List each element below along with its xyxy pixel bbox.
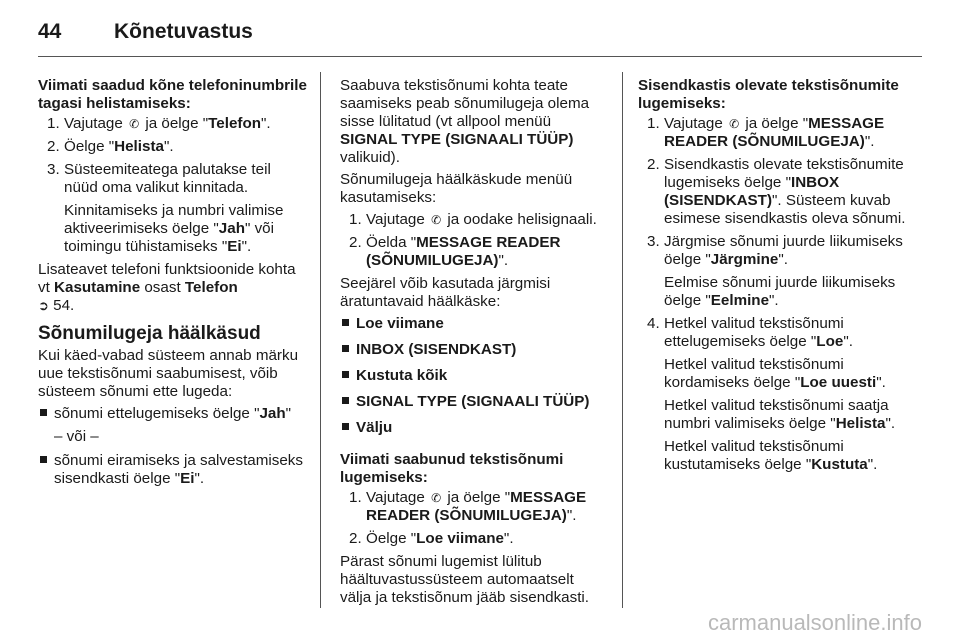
phone-voice-icon: ✆ — [431, 213, 442, 227]
bullet-square-icon — [342, 423, 349, 430]
bullet-list — [38, 405, 308, 423]
step-note: Kinnitamiseks ja numbri valimise aktiveerimiseks öelge "Jah" või toimingu tühistamiseks "Ei". — [64, 202, 284, 255]
page-ref-arrow-icon: ➲ — [38, 298, 49, 313]
list-item: sõnumi ettelugemiseks öelge "Jah" — [38, 405, 308, 423]
list-item: 1. Vajutage ✆ ja öelge "Telefon". — [47, 115, 271, 132]
phone-voice-icon: ✆ — [729, 117, 740, 131]
paragraph: Saabuva tekstisõnumi kohta teate saamiseks peab sõnumilugeja olema sisse lülitatud (vt allpool menüü SIGNAL TYPE (SIGNAALI TÜÜP) valikuid). — [340, 77, 590, 166]
list-item: 1. Vajutage ✆ ja oodake helisignaali. — [349, 211, 597, 228]
paragraph: Seejärel võib kasutada järgmisi äratuntavaid häälkäske: — [340, 275, 551, 310]
bullet-list — [38, 452, 308, 488]
section-title: Sõnumilugeja häälkäsud — [38, 323, 261, 344]
steps-list — [340, 489, 608, 548]
list-item: 2. Sisendkastis olevate tekstisõnumite lugemiseks öelge "INBOX (SISENDKAST)". Süsteem kuvab esimese sisendkastis oleva sõnumi. — [647, 156, 906, 227]
bullet-square-icon — [40, 409, 47, 416]
steps-list — [38, 115, 308, 256]
page-number: 44 — [38, 20, 62, 43]
bullet-square-icon — [342, 371, 349, 378]
step-note: Eelmise sõnumi juurde liikumiseks öelge "Eelmine". — [664, 274, 896, 309]
bullet-square-icon — [342, 397, 349, 404]
list-item: 3. Järgmise sõnumi juurde liikumiseks öelge "Järgmine". Eelmise sõnumi juurde liikumiseks öelge "Eelmine". — [638, 233, 924, 310]
phone-voice-icon: ✆ — [431, 491, 442, 505]
list-item: sõnumi eiramiseks ja salvestamiseks sisendkasti öelge "Ei". — [38, 452, 308, 488]
or-separator: – või – — [54, 428, 99, 445]
list-item: INBOX (SISENDKAST) — [340, 341, 608, 359]
list-item: 2. Öelge "Helista". — [47, 138, 174, 155]
phone-voice-icon: ✆ — [129, 117, 140, 131]
column-divider — [622, 72, 623, 608]
list-item: Loe viimane — [340, 315, 608, 333]
page-header — [38, 14, 922, 57]
column-3 — [638, 77, 924, 479]
reference-paragraph: Lisateavet telefoni funktsioonide kohta vt Kasutamine osast Telefon ➲ 54. — [38, 261, 296, 314]
list-item: 2. Öelda "MESSAGE READER (SÕNUMILUGEJA)". — [349, 234, 561, 269]
list-item: 2. Öelge "Loe viimane". — [349, 530, 514, 547]
column-1 — [38, 77, 308, 493]
list-item: Välju — [340, 419, 608, 437]
bullet-square-icon — [40, 456, 47, 463]
steps-list — [638, 115, 924, 474]
column-divider — [320, 72, 321, 608]
list-item: 3. Süsteemiteatega palutakse teil nüüd oma valikut kinnitada. Kinnitamiseks ja numbri valimise aktiveerimiseks öelge "Jah" või toimingu tühistamiseks "Ei". — [38, 161, 308, 256]
paragraph: Sõnumilugeja häälkäskude menüü kasutamiseks: — [340, 171, 573, 206]
subheading: Viimati saadud kõne telefoninumbrile tagasi helistamiseks: — [38, 77, 307, 112]
list-item: Kustuta kõik — [340, 367, 608, 385]
paragraph: Pärast sõnumi lugemist lülitub häältuvastussüsteem automaatselt välja ja tekstisõnum jääb sisendkasti. — [340, 553, 590, 606]
list-item: 4. Hetkel valitud tekstisõnumi ettelugemiseks öelge "Loe". Hetkel valitud tekstisõnumi kordamiseks öelge "Loe uuesti". Hetkel valitud tekstisõnumi saatja numbri valimiseks öelge "Helista". Hetkel valitud tekstisõnumi kustutamiseks öelge "Kustuta". — [638, 315, 924, 474]
command-list — [340, 315, 608, 437]
list-item: SIGNAL TYPE (SIGNAALI TÜÜP) — [340, 393, 608, 411]
list-item: 1. Vajutage ✆ ja öelge "MESSAGE READER (SÕNUMILUGEJA)". — [349, 489, 587, 524]
watermark: carmanualsonline.info — [707, 610, 922, 635]
column-2 — [340, 77, 608, 611]
page-reference-link[interactable]: 54. — [53, 297, 75, 314]
paragraph: Kui käed-vabad süsteem annab märku uue tekstisõnumi saabumisest, võib süsteem sõnumi ette lugeda: — [38, 347, 299, 400]
bullet-square-icon — [342, 345, 349, 352]
subheading: Viimati saabunud tekstisõnumi lugemiseks: — [340, 451, 564, 486]
list-item: 1. Vajutage ✆ ja öelge "MESSAGE READER (SÕNUMILUGEJA)". — [647, 115, 885, 150]
step-note: Hetkel valitud tekstisõnumi kustutamiseks öelge "Kustuta". — [664, 438, 878, 473]
chapter-title: Kõnetuvastus — [114, 20, 253, 43]
subheading: Sisendkastis olevate tekstisõnumite lugemiseks: — [638, 77, 899, 112]
step-note: Hetkel valitud tekstisõnumi saatja numbri valimiseks öelge "Helista". — [664, 397, 896, 432]
step-note: Hetkel valitud tekstisõnumi kordamiseks öelge "Loe uuesti". — [664, 356, 886, 391]
steps-list — [340, 211, 608, 270]
bullet-square-icon — [342, 319, 349, 326]
